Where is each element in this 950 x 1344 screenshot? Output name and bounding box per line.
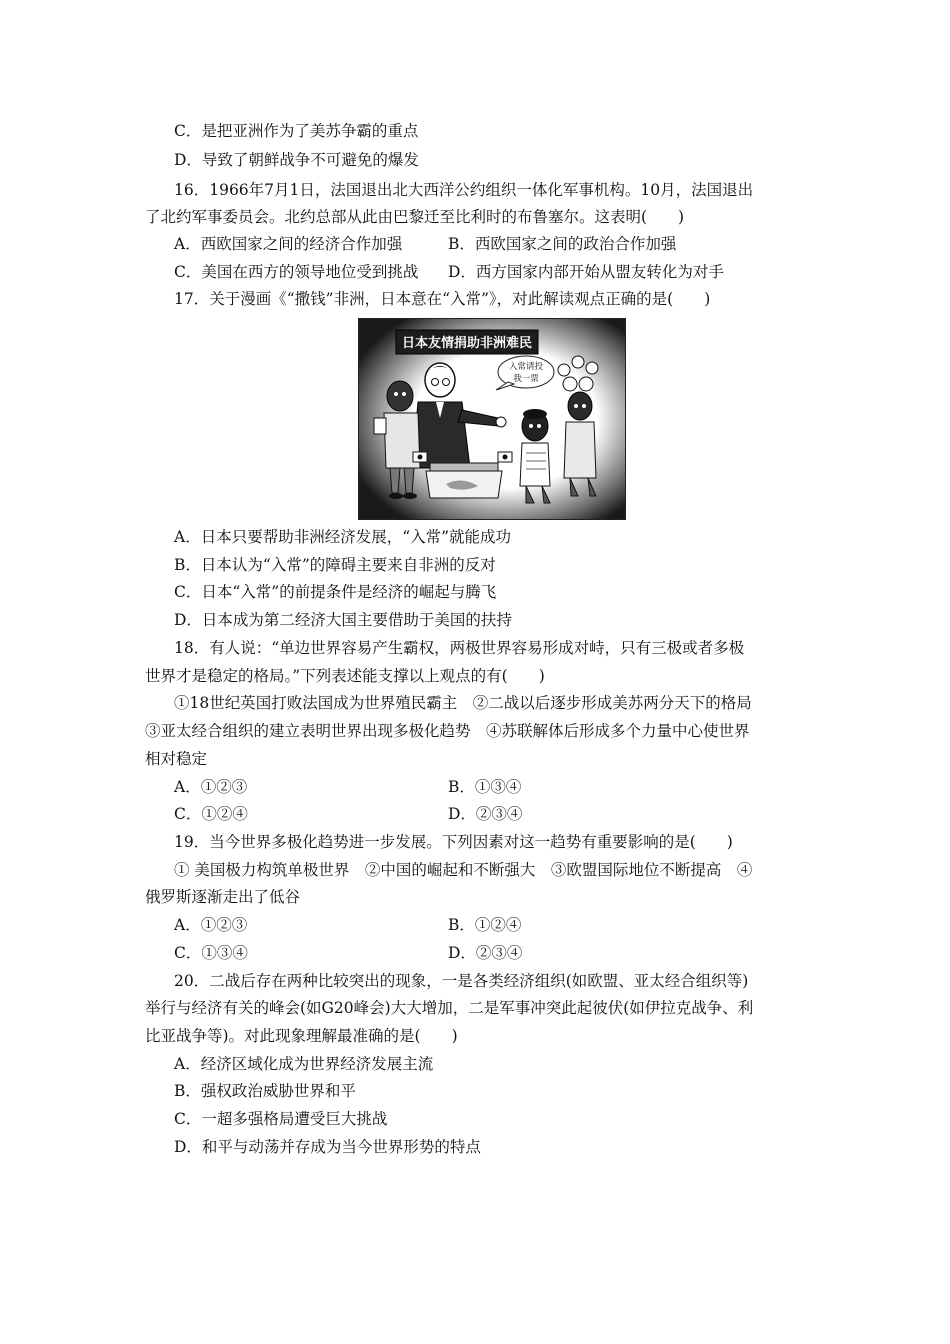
q17-stem: 17．关于漫画《“撒钱”非洲，日本意在“入常”》，对此解读观点正确的是( ) bbox=[174, 290, 711, 308]
q20-option-c: C．一超多强格局遭受巨大挑战 bbox=[174, 1110, 388, 1128]
q18-option-b: B．①③④ bbox=[448, 778, 522, 796]
q20-stem-line3: 比亚战争等)。对此现象理解最准确的是( ) bbox=[145, 1027, 458, 1045]
cartoon-bubble-line2: 我一票 bbox=[513, 374, 539, 384]
q20-stem-line2: 举行与经济有关的峰会(如G20峰会)大大增加，二是军事冲突此起彼伏(如伊拉克战争、利 bbox=[145, 999, 754, 1017]
q16-option-c: C．美国在西方的领导地位受到挑战 bbox=[174, 263, 419, 281]
q17-option-a: A．日本只要帮助非洲经济发展，“入常”就能成功 bbox=[174, 528, 512, 546]
q18-option-a: A．①②③ bbox=[174, 778, 248, 796]
q19-items-line1: ① 美国极力构筑单极世界 ②中国的崛起和不断强大 ③欧盟国际地位不断提高 ④ bbox=[174, 861, 753, 879]
q16-option-b: B．西欧国家之间的政治合作加强 bbox=[448, 235, 677, 253]
q15-option-c: C．是把亚洲作为了美苏争霸的重点 bbox=[174, 122, 419, 140]
q19-items-line2: 俄罗斯逐渐走出了低谷 bbox=[145, 888, 301, 906]
q19-option-d: D．②③④ bbox=[448, 944, 523, 962]
q18-items-line2: ③亚太经合组织的建立表明世界出现多极化趋势 ④苏联解体后形成多个力量中心使世界 bbox=[145, 722, 750, 740]
q19-option-b: B．①②④ bbox=[448, 916, 522, 934]
q18-stem-line1: 18．有人说：“单边世界容易产生霸权，两极世界容易形成对峙，只有三极或者多极 bbox=[174, 639, 745, 657]
cartoon-title-text: 日本友情捐助非洲难民 bbox=[401, 336, 533, 351]
q18-items-line3: 相对稳定 bbox=[145, 750, 208, 768]
q19-option-a: A．①②③ bbox=[174, 916, 248, 934]
q17-option-c: C．日本“入常”的前提条件是经济的崛起与腾飞 bbox=[174, 583, 497, 601]
q16-option-d: D．西方国家内部开始从盟友转化为对手 bbox=[448, 263, 724, 281]
q16-stem-line1: 16．1966年7月1日，法国退出北大西洋公约组织一体化军事机构。10月，法国退出 bbox=[174, 181, 754, 199]
q17-cartoon-image bbox=[358, 318, 626, 520]
q19-option-c: C．①③④ bbox=[174, 944, 248, 962]
q18-option-c: C．①②④ bbox=[174, 805, 248, 823]
q20-option-a: A．经济区域化成为世界经济发展主流 bbox=[174, 1055, 434, 1073]
q18-stem-line2: 世界才是稳定的格局。”下列表述能支撑以上观点的有( ) bbox=[145, 667, 545, 685]
q16-option-a: A．西欧国家之间的经济合作加强 bbox=[174, 235, 403, 253]
q18-items-line1: ①18世纪英国打败法国成为世界殖民霸主 ②二战以后逐步形成美苏两分天下的格局 bbox=[174, 694, 752, 712]
q20-option-d: D．和平与动荡并存成为当今世界形势的特点 bbox=[174, 1138, 481, 1156]
q17-option-d: D．日本成为第二经济大国主要借助于美国的扶持 bbox=[174, 611, 512, 629]
q20-option-b: B．强权政治威胁世界和平 bbox=[174, 1082, 356, 1100]
q19-stem: 19．当今世界多极化趋势进一步发展。下列因素对这一趋势有重要影响的是( ) bbox=[174, 833, 733, 851]
q18-option-d: D．②③④ bbox=[448, 805, 523, 823]
q16-stem-line2: 了北约军事委员会。北约总部从此由巴黎迁至比利时的布鲁塞尔。这表明( ) bbox=[145, 208, 685, 226]
cartoon-bubble-line1: 入常请投 bbox=[508, 362, 544, 372]
q15-option-d: D．导致了朝鲜战争不可避免的爆发 bbox=[174, 151, 419, 169]
q17-option-b: B．日本认为“入常”的障碍主要来自非洲的反对 bbox=[174, 556, 496, 574]
q20-stem-line1: 20．二战后存在两种比较突出的现象，一是各类经济组织(如欧盟、亚太经合组织等) bbox=[174, 972, 749, 990]
